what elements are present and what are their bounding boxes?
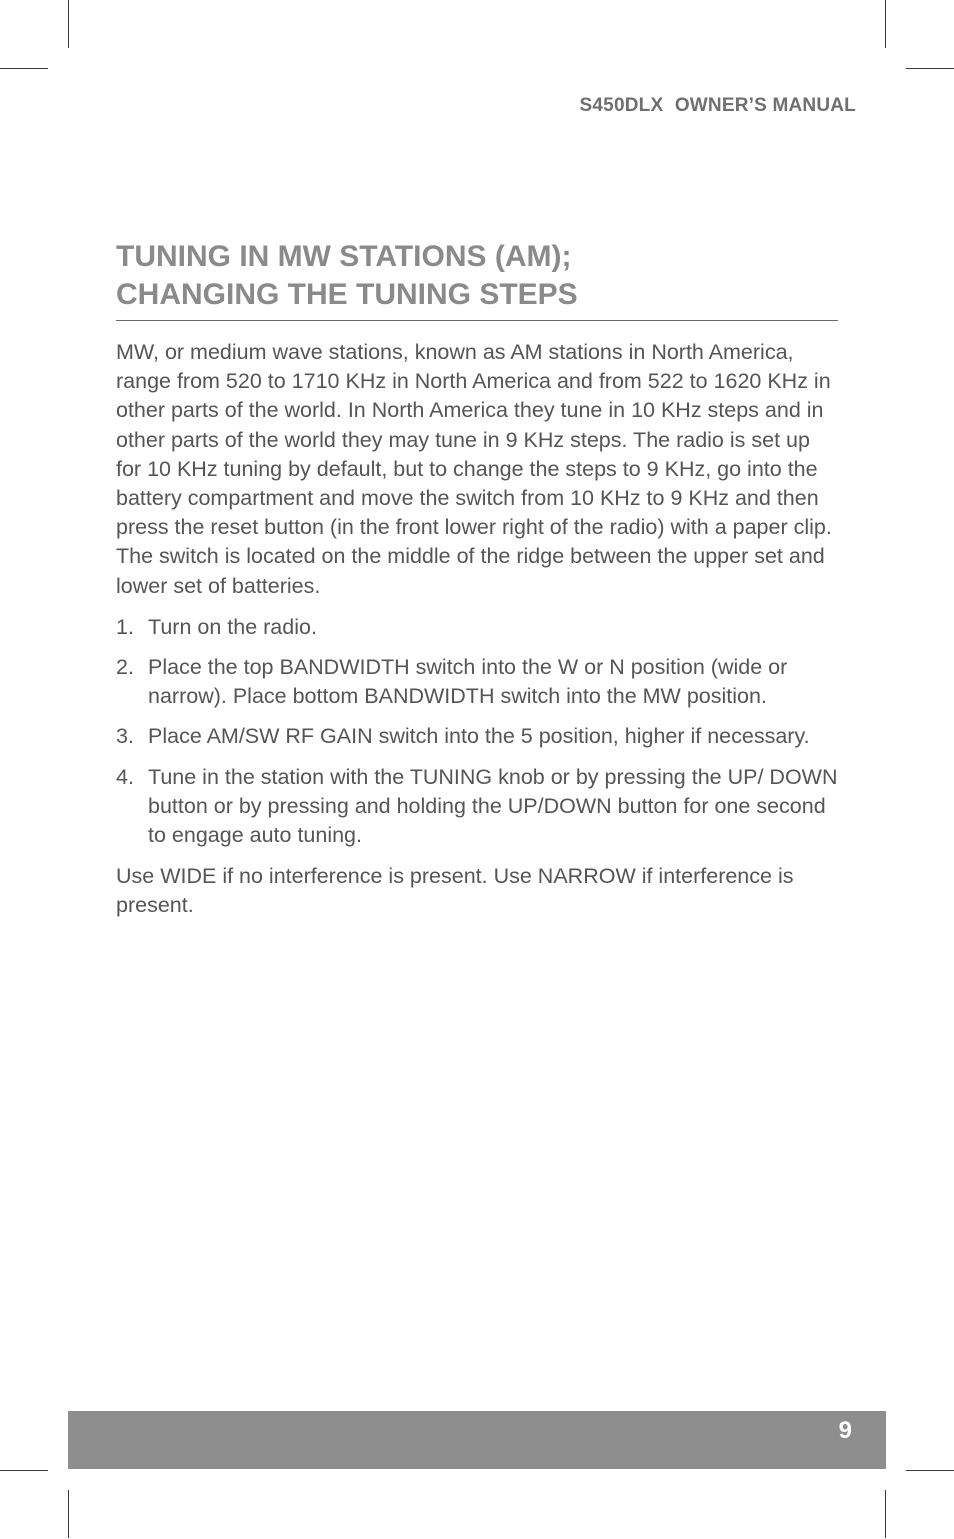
step-number: 1.	[116, 614, 134, 639]
main-content	[116, 338, 838, 933]
steps-list	[116, 613, 838, 850]
model-name: S450DLX	[579, 95, 664, 116]
crop-mark	[885, 1490, 886, 1538]
crop-mark	[0, 68, 48, 69]
step-text: Tune in the station with the TUNING knob or by pressing the UP/ DOWN button or by pressing and holding the UP/DOWN button for one second to engage auto tuning.	[148, 764, 838, 848]
section-title-line-2: CHANGING THE TUNING STEPS	[116, 278, 578, 311]
crop-mark	[885, 0, 886, 48]
list-item	[116, 653, 838, 711]
step-number: 4.	[116, 764, 134, 789]
title-divider	[116, 320, 838, 321]
page-number: 9	[838, 1417, 852, 1444]
manual-title: OWNER’S MANUAL	[674, 95, 856, 116]
footer-bar	[68, 1411, 886, 1469]
step-number: 2.	[116, 655, 134, 680]
step-text: Place AM/SW RF GAIN switch into the 5 position, higher if necessary.	[148, 724, 810, 749]
crop-mark	[906, 1470, 954, 1471]
list-item	[116, 613, 838, 642]
section-title-line-1: TUNING IN MW STATIONS (AM);	[116, 240, 572, 273]
crop-mark	[68, 0, 69, 48]
step-number: 3.	[116, 724, 134, 749]
step-text: Turn on the radio.	[148, 614, 317, 639]
crop-mark	[906, 68, 954, 69]
running-header	[580, 95, 856, 117]
closing-paragraph: Use WIDE if no interference is present. Use NARROW if interference is present.	[116, 864, 794, 918]
list-item	[116, 763, 838, 851]
crop-mark	[0, 1470, 48, 1471]
intro-paragraph: MW, or medium wave stations, known as AM stations in North America, range from 520 to 1710 KHz in North America and from 522 to 1620 KHz in other parts of the world. In North America they tune in 10 KHz steps and in other parts of the world they may tune in 9 KHz steps. The radio is set up for 10 KHz tuning by default, but to change the steps to 9 KHz, go into the battery compartment and move the switch from 10 KHz to 9 KHz and then press the reset button (in the front lower right of the radio) with a paper clip. The switch is located on the middle of the ridge between the upper set and lower set of batteries.	[116, 340, 832, 598]
section-title	[116, 238, 838, 314]
list-item	[116, 722, 838, 751]
crop-mark	[68, 1490, 69, 1538]
step-text: Place the top BANDWIDTH switch into the W or N position (wide or narrow). Place bottom BANDWIDTH switch into the MW position.	[148, 655, 788, 709]
